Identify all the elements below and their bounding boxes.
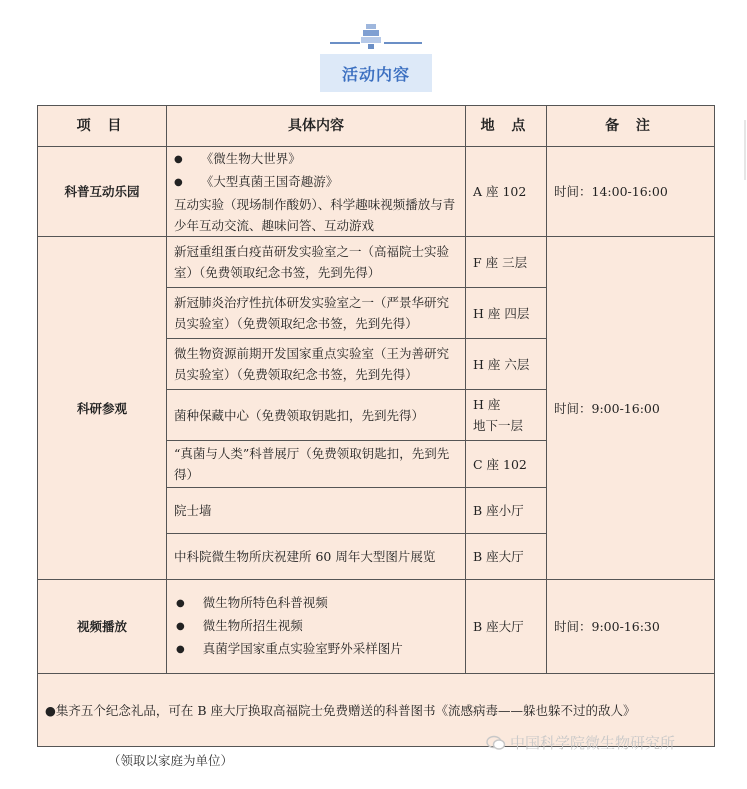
list-item: ● 微生物所特色科普视频 — [174, 592, 458, 615]
table-row — [38, 237, 715, 288]
location-cell: B 座小厅 — [466, 488, 547, 534]
location-cell: H 座 六层 — [466, 339, 547, 390]
location-cell — [466, 390, 547, 441]
wechat-icon — [486, 735, 506, 751]
table-header-row — [38, 106, 715, 147]
list-item: ● 微生物所招生视频 — [174, 615, 458, 638]
location-line: 地下一层 — [473, 418, 524, 433]
decorative-line — [384, 42, 422, 44]
content-text: 互动实验（现场制作酸奶）、科学趣味视频播放与青少年互动交流、趣味问答、互动游戏 — [174, 196, 456, 233]
content-cell: 微生物资源前期开发国家重点实验室（王为善研究员实验室）（免费领取纪念书签，先到先得） — [167, 339, 466, 390]
location-cell: C 座 102 — [466, 441, 547, 488]
section-title: 活动内容 — [320, 54, 432, 92]
activity-table — [37, 105, 715, 747]
column-header: 备 注 — [547, 106, 715, 147]
category-cell: 科研参观 — [38, 237, 167, 580]
content-cell — [167, 147, 466, 237]
building-icon — [360, 22, 382, 50]
footnote-cell: ●集齐五个纪念礼品，可在 B 座大厅换取高福院士免费赠送的科普图书《流感病毒——躲也躲不过的敌人》 — [38, 674, 715, 747]
location-cell: B 座大厅 — [466, 580, 547, 674]
list-item: ● 《微生物大世界》 — [174, 148, 458, 171]
column-header: 项 目 — [38, 106, 167, 147]
note-cell: 时间：9:00-16:00 — [547, 237, 715, 580]
location-line: H 座 — [473, 397, 501, 412]
list-item: ● 真菌学国家重点实验室野外采样图片 — [174, 638, 458, 661]
content-cell: 新冠重组蛋白疫苗研发实验室之一（高福院士实验室）（免费领取纪念书签，先到先得） — [167, 237, 466, 288]
content-cell — [167, 580, 466, 674]
category-cell: 科普互动乐园 — [38, 147, 167, 237]
content-cell: 中科院微生物所庆祝建所 60 周年大型图片展览 — [167, 534, 466, 580]
decorative-line — [330, 42, 360, 44]
content-cell: 院士墙 — [167, 488, 466, 534]
location-cell: H 座 四层 — [466, 288, 547, 339]
watermark — [486, 732, 675, 753]
note-cell: 时间：14:00-16:00 — [547, 147, 715, 237]
location-cell: F 座 三层 — [466, 237, 547, 288]
section-header — [0, 22, 747, 92]
column-header: 具体内容 — [167, 106, 466, 147]
bottom-note: （领取以家庭为单位） — [108, 753, 234, 768]
content-list — [174, 592, 458, 661]
content-list — [174, 148, 458, 194]
content-cell: “真菌与人类”科普展厅（免费领取钥匙扣，先到先得） — [167, 441, 466, 488]
content-cell: 菌种保藏中心（免费领取钥匙扣，先到先得） — [167, 390, 466, 441]
note-cell: 时间：9:00-16:30 — [547, 580, 715, 674]
table-row — [38, 147, 715, 237]
list-item: ● 《大型真菌王国奇趣游》 — [174, 171, 458, 194]
table-row — [38, 580, 715, 674]
location-cell: A 座 102 — [466, 147, 547, 237]
category-cell: 视频播放 — [38, 580, 167, 674]
content-cell: 新冠肺炎治疗性抗体研发实验室之一（严景华研究员实验室）（免费领取纪念书签，先到先得） — [167, 288, 466, 339]
scroll-edge — [744, 120, 746, 180]
column-header: 地 点 — [466, 106, 547, 147]
watermark-text: 中国科学院微生物研究所 — [510, 734, 676, 752]
location-cell: B 座大厅 — [466, 534, 547, 580]
